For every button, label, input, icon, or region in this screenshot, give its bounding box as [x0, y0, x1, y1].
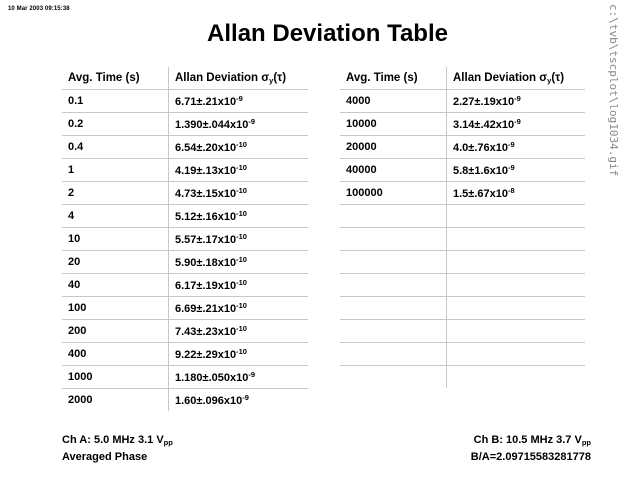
allan-deviation-cell [447, 228, 586, 251]
avg-time-cell: 20000 [340, 136, 447, 159]
avg-time-cell [340, 320, 447, 343]
deviation-mantissa: 6.71±.21x10 [175, 96, 237, 108]
table-row [62, 136, 308, 159]
allan-deviation-cell [169, 274, 309, 297]
avg-time-cell: 40000 [340, 159, 447, 182]
allan-deviation-cell [169, 205, 309, 228]
tau-symbol: (τ) [273, 71, 287, 84]
deviation-exponent: -10 [236, 140, 247, 149]
allan-deviation-cell [447, 366, 586, 389]
deviation-exponent: -9 [514, 94, 521, 103]
allan-deviation-cell [447, 90, 586, 113]
avg-time-cell: 1 [62, 159, 169, 182]
avg-time-cell: 200 [62, 320, 169, 343]
table-row [62, 389, 308, 412]
table-row [62, 182, 308, 205]
avg-time-cell: 0.1 [62, 90, 169, 113]
table-row [62, 366, 308, 389]
table-row [340, 366, 585, 389]
deviation-exponent: -10 [236, 278, 247, 287]
table-row [340, 274, 585, 297]
table-row [340, 228, 585, 251]
sigma-symbol: σ [261, 71, 270, 84]
allan-deviation-cell [447, 136, 586, 159]
deviation-exponent: -9 [514, 117, 521, 126]
deviation-exponent: -10 [236, 163, 247, 172]
deviation-exponent: -10 [236, 232, 247, 241]
table-row [340, 113, 585, 136]
channel-b-vpp-subscript: pp [581, 438, 591, 447]
channel-b-spec [471, 433, 591, 450]
file-path: c:\tvb\tscplot\log1034.gif [607, 4, 620, 177]
table-row [62, 113, 308, 136]
avg-time-cell: 400 [62, 343, 169, 366]
deviation-exponent: -10 [236, 301, 247, 310]
deviation-mantissa: 1.180±.050x10 [175, 372, 249, 384]
deviation-mantissa: 5.90±.18x10 [175, 257, 237, 269]
deviation-exponent: -9 [507, 140, 515, 149]
sigma-subscript: y [547, 75, 552, 85]
avg-time-cell: 10000 [340, 113, 447, 136]
deviation-mantissa: 1.60±.096x10 [175, 395, 243, 407]
deviation-exponent: -10 [236, 209, 247, 218]
table-row [340, 182, 585, 205]
avg-time-cell: 4 [62, 205, 169, 228]
table-header-row [62, 67, 308, 90]
allan-deviation-cell [169, 90, 309, 113]
table-header-row [340, 67, 585, 90]
allan-deviation-cell [447, 320, 586, 343]
table-row [62, 90, 308, 113]
deviation-exponent: -9 [242, 393, 249, 402]
deviation-mantissa: 5.8±1.6x10 [453, 165, 508, 177]
allan-deviation-cell [169, 182, 309, 205]
avg-time-cell [340, 366, 447, 389]
avg-time-cell: 40 [62, 274, 169, 297]
deviation-mantissa: 1.5±.67x10 [453, 188, 508, 200]
deviation-mantissa: 4.0±.76x10 [453, 142, 508, 154]
deviation-mantissa: 2.27±.19x10 [453, 96, 515, 108]
channel-a-vpp-subscript: pp [163, 438, 173, 447]
allan-deviation-cell [169, 297, 309, 320]
allan-deviation-cell [447, 274, 586, 297]
deviation-mantissa: 9.22±.29x10 [175, 349, 237, 361]
channel-b-info [471, 433, 591, 464]
avg-time-cell [340, 297, 447, 320]
allan-deviation-cell [447, 182, 586, 205]
deviation-mantissa: 7.43±.23x10 [175, 326, 237, 338]
allan-deviation-cell [169, 251, 309, 274]
avg-time-cell: 100 [62, 297, 169, 320]
allan-deviation-cell [447, 251, 586, 274]
allan-deviation-cell [447, 205, 586, 228]
allan-deviation-cell [169, 320, 309, 343]
table-row [62, 159, 308, 182]
deviation-exponent: -10 [236, 324, 247, 333]
channel-a-spec [62, 433, 173, 450]
table-row [340, 343, 585, 366]
allan-deviation-cell [169, 159, 309, 182]
deviation-mantissa: 6.54±.20x10 [175, 142, 237, 154]
channel-b-text: Ch B: 10.5 MHz 3.7 V [473, 434, 582, 446]
frequency-ratio: B/A=2.09715583281778 [470, 451, 591, 463]
table-row [340, 136, 585, 159]
avg-time-cell [340, 343, 447, 366]
timestamp: 10 Mar 2003 09:15:38 [8, 6, 70, 12]
avg-time-cell: 0.2 [62, 113, 169, 136]
tau-symbol: (τ) [551, 71, 565, 84]
allan-deviation-cell [169, 228, 309, 251]
allan-deviation-cell [447, 297, 586, 320]
deviation-exponent: -9 [236, 94, 243, 103]
deviation-mantissa: 5.57±.17x10 [175, 234, 237, 246]
avg-time-cell: 10 [62, 228, 169, 251]
allan-deviation-header [447, 67, 586, 90]
avg-time-cell [340, 251, 447, 274]
deviation-mantissa: 3.14±.42x10 [453, 119, 515, 131]
table-row [62, 297, 308, 320]
avg-time-cell: 2000 [62, 389, 169, 412]
deviation-mantissa: 5.12±.16x10 [175, 211, 237, 223]
deviation-exponent: -10 [236, 186, 247, 195]
allan-deviation-cell [169, 366, 309, 389]
avg-time-cell: 1000 [62, 366, 169, 389]
table-row [62, 228, 308, 251]
table-row [340, 159, 585, 182]
allan-deviation-cell [169, 136, 309, 159]
table-row [340, 90, 585, 113]
table-row [340, 251, 585, 274]
deviation-exponent: -10 [236, 255, 247, 264]
allan-deviation-header [169, 67, 309, 90]
deviation-mantissa: 4.73±.15x10 [175, 188, 237, 200]
allan-deviation-table-right [340, 67, 585, 388]
allan-deviation-header-label: Allan Deviation [453, 71, 540, 84]
table-row [62, 343, 308, 366]
allan-deviation-cell [447, 113, 586, 136]
avg-time-cell: 0.4 [62, 136, 169, 159]
table-row [62, 320, 308, 343]
table-row [340, 320, 585, 343]
table-row [340, 297, 585, 320]
avg-time-cell: 100000 [340, 182, 447, 205]
allan-deviation-cell [169, 113, 309, 136]
deviation-mantissa: 1.390±.044x10 [175, 119, 249, 131]
sigma-symbol: σ [539, 71, 548, 84]
allan-deviation-table-left [62, 67, 308, 411]
deviation-exponent: -9 [248, 370, 255, 379]
deviation-exponent: -9 [507, 163, 515, 172]
table-row [340, 205, 585, 228]
avg-time-header: Avg. Time (s) [340, 67, 447, 90]
avg-time-cell: 2 [62, 182, 169, 205]
table-row [62, 274, 308, 297]
avg-time-header: Avg. Time (s) [62, 67, 169, 90]
channel-a-mode: Averaged Phase [62, 451, 148, 463]
page-title: Allan Deviation Table [207, 20, 448, 47]
channel-a-info [62, 433, 173, 464]
avg-time-cell: 20 [62, 251, 169, 274]
avg-time-cell [340, 274, 447, 297]
channel-a-text: Ch A: 5.0 MHz 3.1 V [62, 434, 164, 446]
deviation-mantissa: 6.17±.19x10 [175, 280, 237, 292]
table-row [62, 251, 308, 274]
allan-deviation-cell [447, 343, 586, 366]
table-row [62, 205, 308, 228]
deviation-mantissa: 6.69±.21x10 [175, 303, 237, 315]
deviation-exponent: -10 [236, 347, 247, 356]
allan-deviation-cell [447, 159, 586, 182]
avg-time-cell: 4000 [340, 90, 447, 113]
deviation-mantissa: 4.19±.13x10 [175, 165, 237, 177]
allan-deviation-cell [169, 389, 309, 412]
avg-time-cell [340, 205, 447, 228]
allan-deviation-header-label: Allan Deviation [175, 71, 262, 84]
sigma-subscript: y [269, 75, 274, 85]
avg-time-cell [340, 228, 447, 251]
allan-deviation-cell [169, 343, 309, 366]
deviation-exponent: -9 [248, 117, 255, 126]
deviation-exponent: -8 [507, 186, 515, 195]
